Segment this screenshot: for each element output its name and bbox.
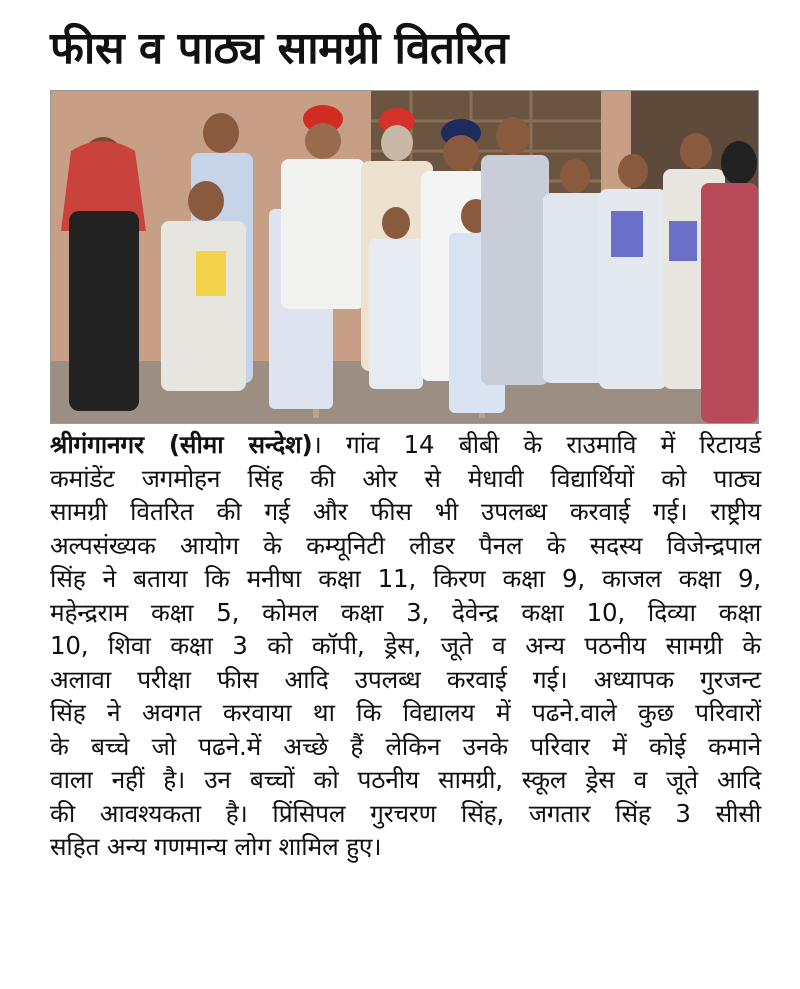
article-line: के बच्चे जो पढने.में अच्छे हैं लेकिन उनके परिवार में कोई कमाने bbox=[50, 731, 761, 761]
article-line: अलावा परीक्षा फीस आदि उपलब्ध करवाई गई। अध्यापक गुरजन्ट bbox=[50, 664, 761, 694]
article-line bbox=[50, 428, 761, 462]
article-line: सामग्री वितरित की गई और फीस भी उपलब्ध करवाई गई। राष्ट्रीय bbox=[50, 497, 761, 526]
headline: फीस व पाठ्य सामग्री वितरित bbox=[50, 23, 508, 74]
dateline: श्रीगंगानगर (सीमा सन्देश) bbox=[50, 430, 313, 459]
article-line: वाला नहीं है। उन बच्चों को पठनीय सामग्री, स्कूल ड्रेस व जूते आदि bbox=[50, 765, 761, 794]
article-line: सिंह ने बताया कि मनीषा कक्षा 11, किरण कक्षा 9, काजल कक्षा 9, bbox=[50, 564, 761, 593]
article-line: अल्पसंख्यक आयोग के कम्यूनिटी लीडर पैनल के सदस्य विजेन्द्रपाल bbox=[50, 530, 761, 560]
article-line-text: । गांव 14 बीबी के राउमावि में रिटायर्ड bbox=[312, 430, 761, 459]
article-line: कमांडेंट जगमोहन सिंह की ओर से मेधावी विद्यार्थियों को पाठ्य bbox=[50, 463, 761, 493]
article-line: महेन्द्रराम कक्षा 5, कोमल कक्षा 3, देवेन्द्र कक्षा 10, दिव्या कक्षा bbox=[50, 597, 761, 627]
article-line: 10, शिवा कक्षा 3 को कॉपी, ड्रेस, जूते व अन्य पठनीय सामग्री के bbox=[50, 631, 761, 660]
article-body bbox=[50, 428, 761, 864]
article-line: सहित अन्य गणमान्य लोग शामिल हुए। bbox=[50, 832, 382, 861]
article-line: की आवश्यकता है। प्रिंसिपल गुरचरण सिंह, जगतार सिंह 3 सीसी bbox=[50, 798, 761, 828]
article-line: सिंह ने अवगत करवाया था कि विद्यालय में पढने.वाले कुछ परिवारों bbox=[50, 698, 761, 727]
group-photo-image bbox=[50, 90, 759, 424]
